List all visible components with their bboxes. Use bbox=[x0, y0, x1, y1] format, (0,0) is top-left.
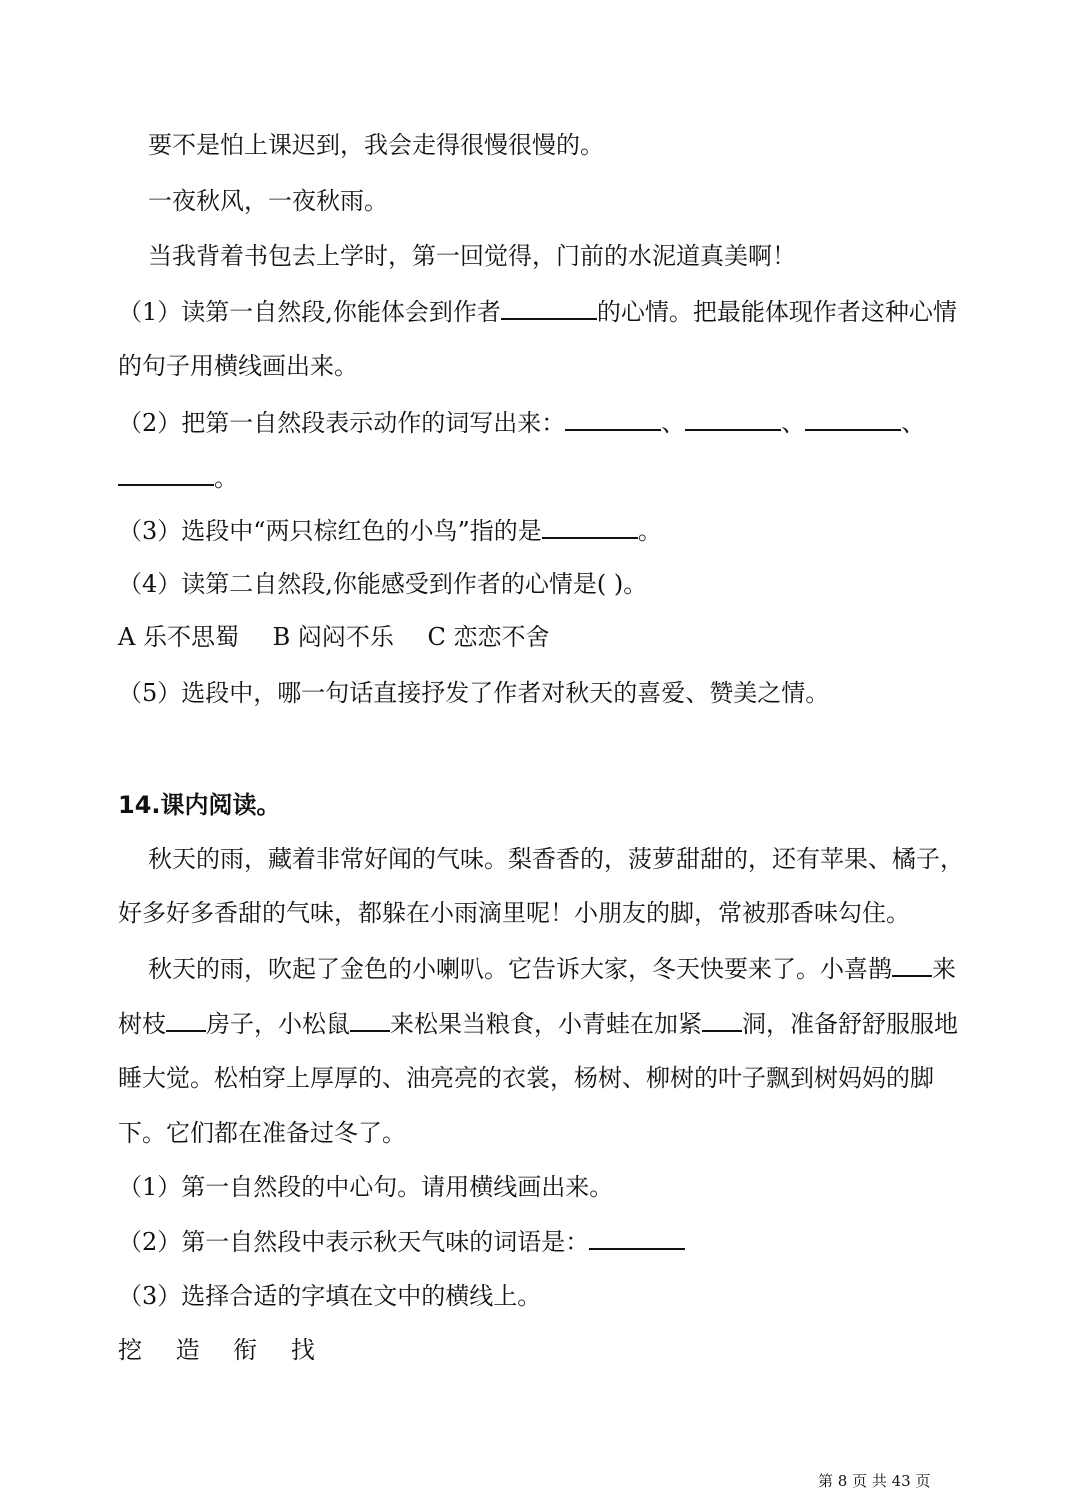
separator: 、 bbox=[901, 409, 926, 437]
question-text: （1）读第一自然段,你能体会到作者 bbox=[118, 298, 501, 326]
question-text: （3）选段中“两只棕红色的小鸟”指的是 bbox=[118, 517, 542, 545]
page-number: 第 8 页 共 43 页 bbox=[818, 1472, 931, 1490]
answer-blank[interactable] bbox=[501, 294, 597, 320]
answer-blank[interactable] bbox=[565, 405, 661, 431]
question-13-5: （5）选段中，哪一句话直接抒发了作者对秋天的喜爱、赞美之情。 bbox=[118, 679, 830, 707]
passage-line bbox=[148, 951, 956, 986]
question-13-2 bbox=[118, 405, 925, 440]
char-choice: 造 bbox=[175, 1336, 200, 1364]
fill-blank[interactable] bbox=[350, 1006, 390, 1032]
passage-text: 房子，小松鼠 bbox=[206, 1010, 350, 1038]
question-text: （2）第一自然段中表示秋天气味的词语是： bbox=[118, 1228, 590, 1256]
question-14-1: （1）第一自然段的中心句。请用横线画出来。 bbox=[118, 1173, 614, 1201]
passage-text: 秋天的雨，吹起了金色的小喇叭。它告诉大家，冬天快要来了。小喜鹊 bbox=[148, 955, 892, 983]
separator: 、 bbox=[781, 409, 806, 437]
answer-blank[interactable] bbox=[542, 513, 638, 539]
answer-blank[interactable] bbox=[589, 1224, 685, 1250]
section-title: 14.课内阅读。 bbox=[118, 791, 281, 819]
answer-blank[interactable] bbox=[685, 405, 781, 431]
fill-blank[interactable] bbox=[166, 1006, 206, 1032]
option-a[interactable]: A 乐不思蜀 bbox=[118, 623, 239, 651]
question-13-4: （4）读第二自然段,你能感受到作者的心情是( )。 bbox=[118, 570, 648, 598]
answer-blank[interactable] bbox=[805, 405, 901, 431]
passage-line: 下。它们都在准备过冬了。 bbox=[118, 1119, 406, 1147]
question-text: 的心情。把最能体现作者这种心情 bbox=[596, 298, 957, 326]
question-text: （2）把第一自然段表示动作的词写出来： bbox=[118, 409, 566, 437]
question-14-3: （3）选择合适的字填在文中的横线上。 bbox=[118, 1282, 542, 1310]
fill-blank[interactable] bbox=[892, 951, 932, 977]
question-13-1 bbox=[118, 294, 957, 329]
options-row bbox=[118, 620, 576, 654]
punctuation: 。 bbox=[214, 464, 238, 492]
passage-line: 要不是怕上课迟到，我会走得很慢很慢的。 bbox=[148, 131, 604, 159]
passage-line: 一夜秋风，一夜秋雨。 bbox=[148, 187, 388, 215]
separator: 、 bbox=[661, 409, 686, 437]
passage-line: 好多好多香甜的气味，都躲在小雨滴里呢！小朋友的脚，常被那香味勾住。 bbox=[118, 899, 910, 927]
char-choice: 挖 bbox=[118, 1336, 142, 1364]
punctuation: 。 bbox=[637, 517, 662, 545]
char-choice: 衔 bbox=[233, 1336, 258, 1364]
option-b[interactable]: B 闷闷不乐 bbox=[272, 623, 394, 651]
question-13-3 bbox=[118, 513, 662, 548]
passage-text: 来松果当粮食，小青蛙在加紧 bbox=[390, 1010, 702, 1038]
question-text: 的句子用横线画出来。 bbox=[118, 352, 358, 380]
fill-blank[interactable] bbox=[702, 1006, 742, 1032]
passage-text: 洞，准备舒舒服服地 bbox=[742, 1010, 958, 1038]
passage-line: 秋天的雨，藏着非常好闻的气味。梨香香的，菠萝甜甜的，还有苹果、橘子， bbox=[148, 845, 964, 873]
question-14-2 bbox=[118, 1224, 685, 1259]
passage-text: 树枝 bbox=[118, 1010, 166, 1038]
passage-line bbox=[118, 1006, 958, 1041]
passage-line: 睡大觉。松柏穿上厚厚的、油亮亮的衣裳，杨树、柳树的叶子飘到树妈妈的脚 bbox=[118, 1064, 934, 1092]
answer-blank[interactable] bbox=[118, 460, 214, 486]
option-c[interactable]: C 恋恋不舍 bbox=[427, 623, 550, 651]
char-choice: 找 bbox=[290, 1336, 315, 1364]
passage-text: 来 bbox=[932, 955, 956, 983]
question-13-2-cont bbox=[118, 460, 238, 495]
passage-line: 当我背着书包去上学时，第一回觉得，门前的水泥道真美啊！ bbox=[148, 242, 796, 270]
char-choices bbox=[118, 1333, 341, 1367]
